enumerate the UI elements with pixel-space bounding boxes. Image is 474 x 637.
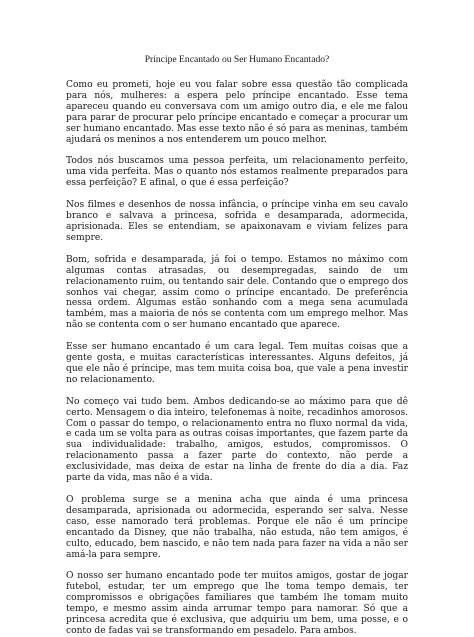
paragraph-6: No começo vai tudo bem. Ambos dedicando-se ao máximo para que dê certo. Mensagem o dia inteiro, telefonemas à noite, recadinhos amorosos. Com o passar do tempo, o relacionamento entra no fluxo normal da vida, e cada um se volta para as outras coisas importantes, que fazem parte da sua individualidade: trabalho, amigos, estudos, compromissos. O relacionamento passa a fazer parte do contexto, não perde a exclusividade, mas deixa de estar na linha de frente do dia a dia. Faz parte da vida, mas não é a vida. bbox=[66, 396, 408, 484]
paragraph-7: O problema surge se a menina acha que ainda é uma princesa desamparada, aprisionada ou adormecida, esperando ser salva. Nesse caso, esse namorado terá problemas. Porque ele não é um príncipe encantado da Disney, que não trabalha, não estuda, não tem amigos, é culto, educado, bem nascido, e não tem nada para fazer na vida a não ser amá-la para sempre. bbox=[66, 495, 408, 560]
paragraph-1: Como eu prometi, hoje eu vou falar sobre essa questão tão complicada para nós, mulheres: a espera pelo príncipe encantado. Esse tema apareceu quando eu conversava com um amigo outro dia, e ele me falou para parar de procurar pelo príncipe encantado e começar a procurar um ser humano encantado. Mas esse texto não é só para as meninas, também ajudará os meninos a nos entenderem um pouco melhor. bbox=[66, 80, 408, 145]
document-title: Príncipe Encantado ou Ser Humano Encantado? bbox=[144, 54, 330, 65]
paragraph-2: Todos nós buscamos uma pessoa perfeita, um relacionamento perfeito, uma vida perfeita. Mas o quanto nós estamos realmente preparados para essa perfeição? E afinal, o que é essa perfeição? bbox=[66, 156, 408, 189]
paragraph-8: O nosso ser humano encantado pode ter muitos amigos, gostar de jogar futebol, estudar, ter um emprego que lhe toma tempo demais, ter compromissos e obrigações familiares que também lhe tomam muito tempo, e mesmo assim ainda arrumar tempo para namorar. Só que a princesa acredita que é exclusiva, que adquiriu um bem, uma posse, e o conto de fadas vai se transformando em pesadelo. Para ambos. bbox=[66, 571, 408, 636]
paragraph-3: Nos filmes e desenhos de nossa infância, o príncipe vinha em seu cavalo branco e salvava a princesa, sofrida e desamparada, adormecida, aprisionada. Eles se entendiam, se apaixonavam e viviam felizes para sempre. bbox=[66, 200, 408, 243]
paragraph-5: Esse ser humano encantado é um cara legal. Tem muitas coisas que a gente gosta, e muitas características interessantes. Alguns defeitos, já que ele não é príncipe, mas tem muita coisa boa, que vale a pena investir no relacionamento. bbox=[66, 342, 408, 385]
paragraph-4: Bom, sofrida e desamparada, já foi o tempo. Estamos no máximo com algumas contas atrasadas, ou desempregadas, saindo de um relacionamento ruim, ou tentando sair dele. Contando que o emprego dos sonhos vai chegar, assim como o príncipe encantado. De preferência nessa ordem. Algumas estão sonhando com a mega sena acumulada também, mas a maioria de nós se contenta com um emprego melhor. Mas não se contenta com o ser humano encantado que aparece. bbox=[66, 254, 408, 331]
